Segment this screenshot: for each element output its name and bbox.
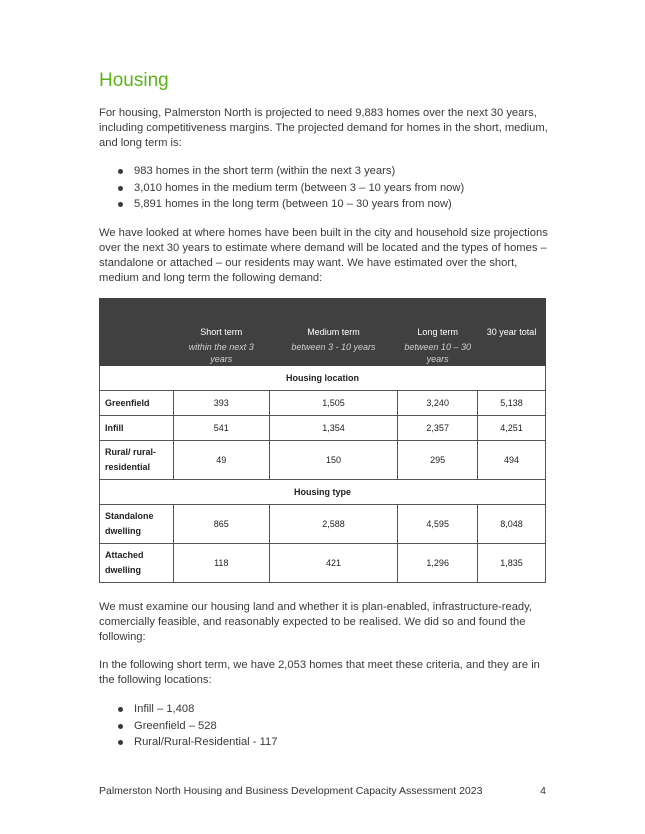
table-row <box>100 505 546 544</box>
table-row <box>100 416 546 441</box>
list-item: Infill – 1,408 <box>99 701 277 718</box>
table-cell: 8,048 <box>478 505 546 544</box>
table-header-cell: Medium term <box>269 299 398 341</box>
table-cell: 49 <box>173 441 269 480</box>
short-term-paragraph: In the following short term, we have 2,053 homes that meet these criteria, and they are in the following locations: <box>99 659 540 686</box>
table-cell: 421 <box>269 544 398 583</box>
table-header-cell: Short term <box>173 299 269 341</box>
table-header-cell: 30 year total <box>478 299 546 341</box>
table-cell: 4,595 <box>398 505 478 544</box>
table-cell: 1,296 <box>398 544 478 583</box>
table-section-heading: Housing type <box>100 480 546 505</box>
housing-demand-table <box>99 298 546 583</box>
table-subheader-cell <box>478 341 546 366</box>
intro-paragraph: For housing, Palmerston North is projected to need 9,883 homes over the next 30 years, including competitiveness margins. The projected demand for homes in the short, medium, and long term is: <box>99 107 548 149</box>
table-cell: 393 <box>173 391 269 416</box>
table-subheader-cell: between 3 - 10 years <box>269 341 398 366</box>
list-item: Rural/Rural-Residential - 117 <box>99 734 277 751</box>
examine-paragraph: We must examine our housing land and whether it is plan-enabled, infrastructure-ready, comercially feasible, and reasonably expected to be realised. We did so and found the following: <box>99 601 533 643</box>
page-number: 4 <box>540 785 546 797</box>
table-cell: 541 <box>173 416 269 441</box>
table-cell: 865 <box>173 505 269 544</box>
row-label: Rural/ rural-residential <box>100 441 174 480</box>
method-paragraph: We have looked at where homes have been built in the city and household size projections over the next 30 years to estimate where demand will be located and the types of homes – standalone or attached – our residents may want. We have estimated over the short, medium and long term the following demand: <box>99 227 548 284</box>
table-subheader-cell: within the next 3 years <box>173 341 269 366</box>
table-cell: 1,354 <box>269 416 398 441</box>
table-section-heading: Housing location <box>100 366 546 391</box>
table-cell: 3,240 <box>398 391 478 416</box>
table-cell: 1,835 <box>478 544 546 583</box>
demand-bullet-list <box>99 163 464 213</box>
row-label: Greenfield <box>100 391 174 416</box>
table-cell: 1,505 <box>269 391 398 416</box>
table-header-cell <box>100 299 174 341</box>
table-header-cell: Long term <box>398 299 478 341</box>
section-heading: Housing <box>99 70 169 91</box>
table-cell: 2,588 <box>269 505 398 544</box>
table-row <box>100 544 546 583</box>
row-label: Attached dwelling <box>100 544 174 583</box>
table-cell: 5,138 <box>478 391 546 416</box>
row-label: Standalone dwelling <box>100 505 174 544</box>
list-item: 983 homes in the short term (within the next 3 years) <box>99 163 464 180</box>
page-footer <box>99 785 546 797</box>
list-item: Greenfield – 528 <box>99 718 277 735</box>
row-label: Infill <box>100 416 174 441</box>
table-cell: 2,357 <box>398 416 478 441</box>
table-subheader-cell: between 10 – 30 years <box>398 341 478 366</box>
table-cell: 4,251 <box>478 416 546 441</box>
table-cell: 150 <box>269 441 398 480</box>
location-bullet-list <box>99 701 277 751</box>
list-item: 5,891 homes in the long term (between 10 – 30 years from now) <box>99 196 464 213</box>
table-row <box>100 441 546 480</box>
table-cell: 118 <box>173 544 269 583</box>
table-row <box>100 391 546 416</box>
table-subheader-cell <box>100 341 174 366</box>
list-item: 3,010 homes in the medium term (between 3 – 10 years from now) <box>99 180 464 197</box>
footer-title: Palmerston North Housing and Business Development Capacity Assessment 2023 <box>99 785 483 797</box>
table-cell: 295 <box>398 441 478 480</box>
table-cell: 494 <box>478 441 546 480</box>
